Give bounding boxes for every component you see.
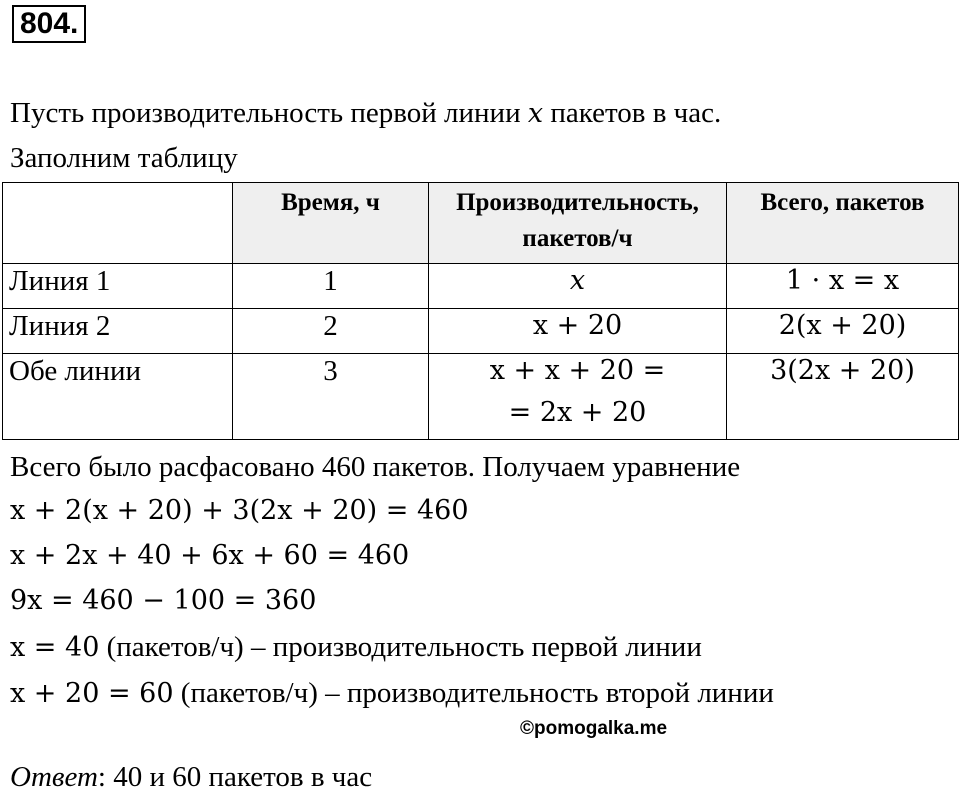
table-header-row xyxy=(3,183,959,264)
equation-3: 9x = 460 − 100 = 360 xyxy=(10,585,317,616)
equation-1: x + 2(x + 20) + 3(2x + 20) = 460 xyxy=(10,495,469,526)
row-rate-line2: = 2x + 20 xyxy=(508,397,647,428)
answer-label: Ответ xyxy=(10,761,98,793)
answer-text: : 40 и 60 пакетов в час xyxy=(97,761,373,793)
total-sentence: Всего было расфасовано 460 пакетов. Получаем уравнение xyxy=(10,451,741,483)
row-total: 2(x + 20) xyxy=(727,309,959,354)
intro-variable: x xyxy=(527,98,544,129)
intro-end: пакетов в час. xyxy=(543,97,722,129)
answer-line xyxy=(10,760,372,794)
result1-text: (пакетов/ч) – производительность первой линии xyxy=(99,631,702,663)
row-rate-line1: x + x + 20 = xyxy=(489,355,666,386)
result-line-1 xyxy=(10,630,702,665)
row-time: 2 xyxy=(233,309,429,354)
result1-math: x = 40 xyxy=(10,632,100,663)
equation-2: x + 2x + 40 + 6x + 60 = 460 xyxy=(10,540,410,571)
table-row xyxy=(3,309,959,354)
row-rate: x + 20 xyxy=(429,309,727,354)
result2-text: (пакетов/ч) – производительность второй линии xyxy=(173,677,774,709)
result-line-2 xyxy=(10,676,774,711)
row-rate: x xyxy=(429,264,727,309)
problem-number: 804. xyxy=(12,5,86,43)
watermark: ©pomogalka.me xyxy=(520,718,668,739)
row-label: Линия 2 xyxy=(3,309,233,354)
row-time: 1 xyxy=(233,264,429,309)
table-header-rate: Производительность, пакетов/ч xyxy=(429,183,727,264)
row-label: Обе линии xyxy=(3,354,233,440)
intro-line xyxy=(10,96,721,131)
table-row xyxy=(3,264,959,309)
table-header-time: Время, ч xyxy=(233,183,429,264)
fill-table-line: Заполним таблицу xyxy=(10,142,238,174)
row-time: 3 xyxy=(233,354,429,440)
table-header-empty xyxy=(3,183,233,264)
data-table xyxy=(2,182,959,440)
table-row xyxy=(3,354,959,440)
row-total: 1 · x = x xyxy=(727,264,959,309)
row-total: 3(2x + 20) xyxy=(727,354,959,440)
row-label: Линия 1 xyxy=(3,264,233,309)
intro-text: Пусть производительность первой линии xyxy=(10,97,528,129)
result2-math: x + 20 = 60 xyxy=(10,678,174,709)
table-header-total: Всего, пакетов xyxy=(727,183,959,264)
row-rate xyxy=(429,354,727,440)
